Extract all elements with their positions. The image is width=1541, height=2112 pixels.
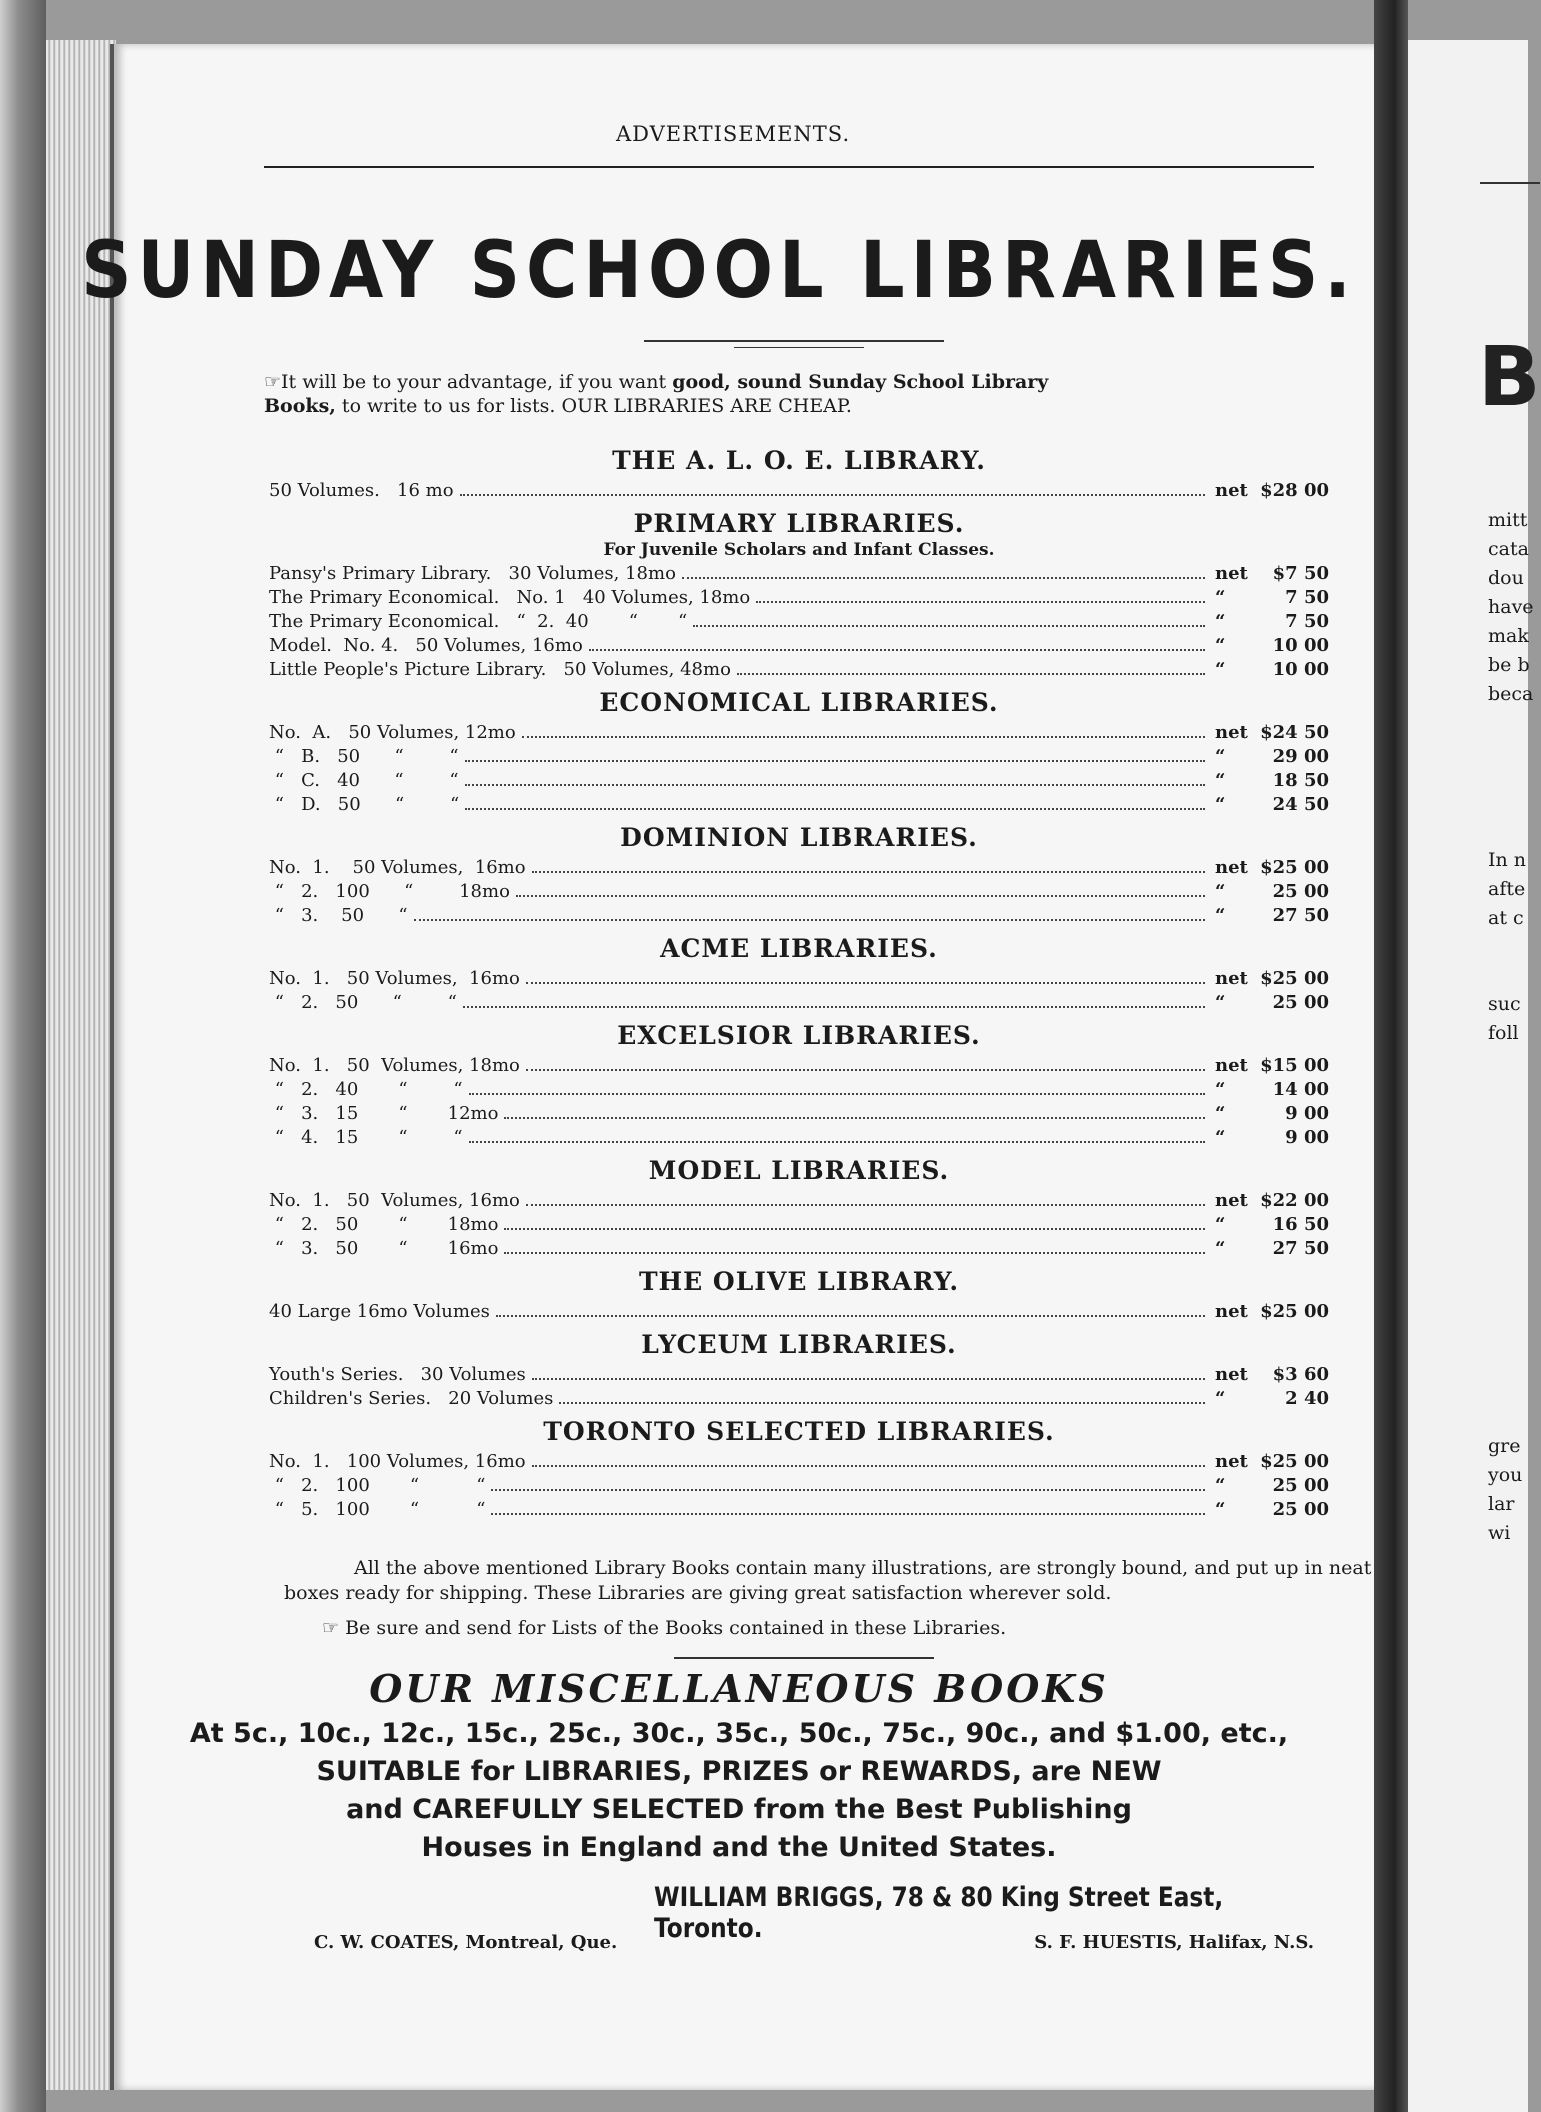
- price-row: [269, 634, 1329, 658]
- dot-leader: [465, 808, 1205, 810]
- price-net: net: [1215, 563, 1248, 584]
- price-row: [269, 1300, 1329, 1324]
- price-row: [269, 991, 1329, 1015]
- intro-line1-bold: good, sound Sunday School Library: [672, 371, 1049, 393]
- header-rule: [264, 166, 1314, 168]
- price-net: “: [1215, 1238, 1226, 1259]
- item-label: Pansy's Primary Library. 30 Volumes, 18mo: [269, 563, 676, 584]
- section-title: PRIMARY LIBRARIES.: [633, 509, 965, 538]
- item-label: “ 2. 50 “ “: [269, 992, 457, 1013]
- dot-leader: [460, 494, 1205, 496]
- facing-text-fragment: In n: [1488, 849, 1527, 871]
- dot-leader: [516, 895, 1205, 897]
- price-net: “: [1215, 1103, 1226, 1124]
- price-row: [269, 856, 1329, 880]
- misc-prices: At 5c., 10c., 12c., 15c., 25c., 30c., 35c., 50c., 75c., 90c., and $1.00, etc.,: [189, 1718, 1289, 1749]
- facing-text-fragment: mitt: [1488, 509, 1528, 531]
- dot-leader: [526, 982, 1205, 984]
- book-gutter: [1374, 0, 1408, 2112]
- price-value: 10 00: [1272, 659, 1329, 680]
- section-title: LYCEUM LIBRARIES.: [641, 1330, 957, 1359]
- page-title: SUNDAY SCHOOL LIBRARIES.: [81, 224, 1357, 316]
- price-net: “: [1215, 1079, 1226, 1100]
- price-row: [269, 1126, 1329, 1150]
- dot-leader: [737, 673, 1205, 675]
- price-value: 24 50: [1272, 794, 1329, 815]
- intro-line1-pre: ☞It will be to your advantage, if you want: [264, 371, 673, 393]
- item-label: “ 2. 100 “ “: [269, 1475, 486, 1496]
- price-value: 7 50: [1285, 587, 1329, 608]
- item-label: 50 Volumes. 16 mo: [269, 480, 454, 501]
- price-value: 10 00: [1272, 635, 1329, 656]
- price-value: $28 00: [1260, 480, 1329, 501]
- dot-leader: [463, 1006, 1205, 1008]
- price-row: [269, 562, 1329, 586]
- dot-leader: [469, 1093, 1205, 1095]
- dot-leader: [526, 1069, 1205, 1071]
- price-net: net: [1215, 1301, 1248, 1322]
- price-row: [269, 1054, 1329, 1078]
- price-value: 7 50: [1285, 611, 1329, 632]
- price-row: [269, 967, 1329, 991]
- price-net: net: [1215, 1055, 1248, 1076]
- title-rule-short: [734, 347, 864, 348]
- facing-text-fragment: mak: [1488, 625, 1529, 647]
- price-net: net: [1215, 857, 1248, 878]
- facing-page-initial: B: [1478, 330, 1541, 425]
- price-net: “: [1215, 1388, 1226, 1409]
- publisher-address: WILLIAM BRIGGS, 78 & 80 King Street East, Toronto.: [654, 1882, 1224, 1944]
- facing-text-block-3: [1488, 990, 1521, 1048]
- price-row: [269, 1474, 1329, 1498]
- dot-leader: [532, 1465, 1205, 1467]
- price-net: “: [1215, 992, 1226, 1013]
- price-row: [269, 1237, 1329, 1261]
- dot-leader: [491, 1513, 1205, 1515]
- book-spine: [0, 0, 46, 2112]
- item-label: “ 3. 15 “ 12mo: [269, 1103, 499, 1124]
- price-net: “: [1215, 635, 1226, 656]
- section-title: ACME LIBRARIES.: [660, 934, 938, 963]
- price-row: [269, 610, 1329, 634]
- price-net: “: [1215, 794, 1226, 815]
- price-row: [269, 658, 1329, 682]
- price-value: 25 00: [1272, 992, 1329, 1013]
- item-label: “ 2. 100 “ 18mo: [269, 881, 510, 902]
- price-value: $7 50: [1272, 563, 1329, 584]
- dot-leader: [465, 784, 1205, 786]
- dot-leader: [756, 601, 1205, 603]
- price-value: 25 00: [1272, 1475, 1329, 1496]
- price-value: 9 00: [1285, 1127, 1329, 1148]
- price-value: $3 60: [1272, 1364, 1329, 1385]
- facing-text-fragment: have: [1488, 596, 1534, 618]
- miscellaneous-books: [154, 1666, 1324, 1867]
- facing-text-fragment: beca: [1488, 683, 1534, 705]
- facing-text-fragment: be b: [1488, 654, 1530, 676]
- price-row: [269, 1498, 1329, 1522]
- price-value: $15 00: [1260, 1055, 1329, 1076]
- misc-line2: SUITABLE for LIBRARIES, PRIZES or REWARDS, are NEW: [316, 1756, 1162, 1787]
- price-value: $22 00: [1260, 1190, 1329, 1211]
- facing-text-block-1: [1488, 506, 1534, 709]
- price-net: “: [1215, 1499, 1226, 1520]
- page-edges: [46, 40, 116, 2090]
- price-net: “: [1215, 611, 1226, 632]
- dot-leader: [491, 1489, 1205, 1491]
- price-net: “: [1215, 905, 1226, 926]
- price-net: net: [1215, 480, 1248, 501]
- dot-leader: [414, 919, 1205, 921]
- item-label: Little People's Picture Library. 50 Volumes, 48mo: [269, 659, 731, 680]
- page-header: ADVERTISEMENTS.: [616, 122, 851, 146]
- section-subtitle: For Juvenile Scholars and Infant Classes.: [603, 540, 995, 560]
- price-net: “: [1215, 746, 1226, 767]
- note-lists: ☞ Be sure and send for Lists of the Books contained in these Libraries.: [322, 1617, 1007, 1639]
- advertisement-page: [81, 44, 1378, 2090]
- misc-title: OUR MISCELLANEOUS BOOKS: [369, 1666, 1109, 1711]
- facing-text-fragment: wi: [1488, 1522, 1511, 1544]
- dot-leader: [589, 649, 1205, 651]
- item-label: “ 3. 50 “: [269, 905, 408, 926]
- item-label: Children's Series. 20 Volumes: [269, 1388, 554, 1409]
- price-value: 27 50: [1272, 1238, 1329, 1259]
- facing-text-fragment: afte: [1488, 878, 1526, 900]
- price-row: [269, 586, 1329, 610]
- item-label: “ 4. 15 “ “: [269, 1127, 463, 1148]
- agent-halifax: S. F. HUESTIS, Halifax, N.S.: [1034, 1932, 1314, 1953]
- price-value: $25 00: [1260, 1451, 1329, 1472]
- misc-line4: Houses in England and the United States.: [421, 1832, 1057, 1863]
- dot-leader: [526, 1204, 1205, 1206]
- price-net: “: [1215, 1475, 1226, 1496]
- agent-montreal: C. W. COATES, Montreal, Que.: [314, 1932, 618, 1953]
- price-row: [269, 1387, 1329, 1411]
- facing-page-rule: [1480, 182, 1540, 184]
- library-catalog: [269, 440, 1329, 1522]
- section-title: MODEL LIBRARIES.: [648, 1156, 950, 1185]
- price-net: “: [1215, 587, 1226, 608]
- price-net: “: [1215, 770, 1226, 791]
- item-label: No. A. 50 Volumes, 12mo: [269, 722, 516, 743]
- facing-text-fragment: gre: [1488, 1435, 1521, 1457]
- section-title: TORONTO SELECTED LIBRARIES.: [543, 1417, 1055, 1446]
- price-value: 29 00: [1272, 746, 1329, 767]
- item-label: Youth's Series. 30 Volumes: [269, 1364, 526, 1385]
- price-net: “: [1215, 1127, 1226, 1148]
- facing-text-fragment: you: [1488, 1464, 1523, 1486]
- item-label: No. 1. 50 Volumes, 18mo: [269, 1055, 520, 1076]
- price-value: 25 00: [1272, 1499, 1329, 1520]
- price-value: $25 00: [1260, 1301, 1329, 1322]
- agents: [314, 1932, 1314, 1953]
- dot-leader: [504, 1228, 1205, 1230]
- facing-text-fragment: at c: [1488, 907, 1524, 929]
- facing-text-fragment: lar: [1488, 1493, 1515, 1515]
- price-net: net: [1215, 1364, 1248, 1385]
- item-label: The Primary Economical. No. 1 40 Volumes, 18mo: [269, 587, 751, 608]
- price-row: [269, 1189, 1329, 1213]
- item-label: “ D. 50 “ “: [269, 794, 460, 815]
- intro-text: [264, 370, 1324, 418]
- dot-leader: [532, 1378, 1205, 1380]
- dot-leader: [496, 1315, 1205, 1317]
- dot-leader: [522, 736, 1205, 738]
- price-value: $24 50: [1260, 722, 1329, 743]
- price-row: [269, 904, 1329, 928]
- dot-leader: [682, 577, 1205, 579]
- price-value: 16 50: [1272, 1214, 1329, 1235]
- price-row: [269, 1078, 1329, 1102]
- price-row: [269, 1363, 1329, 1387]
- price-value: 25 00: [1272, 881, 1329, 902]
- dot-leader: [693, 625, 1205, 627]
- facing-text-fragment: dou: [1488, 567, 1524, 589]
- item-label: No. 1. 50 Volumes, 16mo: [269, 1190, 520, 1211]
- section-title: THE A. L. O. E. LIBRARY.: [612, 446, 986, 475]
- price-net: “: [1215, 1214, 1226, 1235]
- price-value: $25 00: [1260, 968, 1329, 989]
- item-label: “ C. 40 “ “: [269, 770, 459, 791]
- price-value: 2 40: [1285, 1388, 1329, 1409]
- section-title: THE OLIVE LIBRARY.: [638, 1267, 960, 1296]
- price-value: 9 00: [1285, 1103, 1329, 1124]
- dot-leader: [469, 1141, 1205, 1143]
- section-title: EXCELSIOR LIBRARIES.: [617, 1021, 981, 1050]
- section-title: DOMINION LIBRARIES.: [620, 823, 978, 852]
- notes: [284, 1556, 1404, 1641]
- dot-leader: [504, 1252, 1205, 1254]
- item-label: “ B. 50 “ “: [269, 746, 459, 767]
- facing-text-block-2: [1488, 846, 1526, 933]
- misc-rule: [674, 1657, 934, 1659]
- note-shipping: All the above mentioned Library Books contain many illustrations, are strongly bound, and put up in neat boxes ready for shipping. These Libraries are giving great satisfaction wherever sold.: [284, 1557, 1372, 1604]
- price-row: [269, 479, 1329, 503]
- price-net: net: [1215, 722, 1248, 743]
- intro-line2-bold: Books,: [264, 395, 336, 417]
- item-label: “ 2. 50 “ 18mo: [269, 1214, 499, 1235]
- intro-line2-rest: to write to us for lists. OUR LIBRARIES ARE CHEAP.: [335, 395, 852, 417]
- price-net: net: [1215, 1190, 1248, 1211]
- facing-text-block-4: [1488, 1432, 1522, 1548]
- price-row: [269, 1213, 1329, 1237]
- facing-page-fragment: [1408, 40, 1541, 2112]
- item-label: The Primary Economical. “ 2. 40 “ “: [269, 611, 688, 632]
- price-row: [269, 1102, 1329, 1126]
- price-value: 27 50: [1272, 905, 1329, 926]
- price-net: “: [1215, 659, 1226, 680]
- facing-text-fragment: cata: [1488, 538, 1529, 560]
- price-value: 14 00: [1272, 1079, 1329, 1100]
- dot-leader: [465, 760, 1205, 762]
- misc-line3: and CAREFULLY SELECTED from the Best Publishing: [346, 1794, 1132, 1825]
- price-row: [269, 1450, 1329, 1474]
- dot-leader: [532, 871, 1205, 873]
- price-row: [269, 769, 1329, 793]
- price-row: [269, 721, 1329, 745]
- price-value: 18 50: [1272, 770, 1329, 791]
- price-row: [269, 793, 1329, 817]
- facing-text-fragment: foll: [1488, 1022, 1519, 1044]
- item-label: “ 3. 50 “ 16mo: [269, 1238, 499, 1259]
- item-label: Model. No. 4. 50 Volumes, 16mo: [269, 635, 583, 656]
- dot-leader: [504, 1117, 1205, 1119]
- dot-leader: [559, 1402, 1205, 1404]
- item-label: No. 1. 50 Volumes, 16mo: [269, 968, 520, 989]
- price-net: “: [1215, 881, 1226, 902]
- title-rule: [644, 340, 944, 342]
- price-value: $25 00: [1260, 857, 1329, 878]
- section-title: ECONOMICAL LIBRARIES.: [599, 688, 999, 717]
- item-label: “ 2. 40 “ “: [269, 1079, 463, 1100]
- price-net: net: [1215, 1451, 1248, 1472]
- price-row: [269, 745, 1329, 769]
- item-label: No. 1. 100 Volumes, 16mo: [269, 1451, 526, 1472]
- facing-text-fragment: suc: [1488, 993, 1521, 1015]
- price-net: net: [1215, 968, 1248, 989]
- item-label: No. 1. 50 Volumes, 16mo: [269, 857, 526, 878]
- price-row: [269, 880, 1329, 904]
- item-label: “ 5. 100 “ “: [269, 1499, 486, 1520]
- item-label: 40 Large 16mo Volumes: [269, 1301, 490, 1322]
